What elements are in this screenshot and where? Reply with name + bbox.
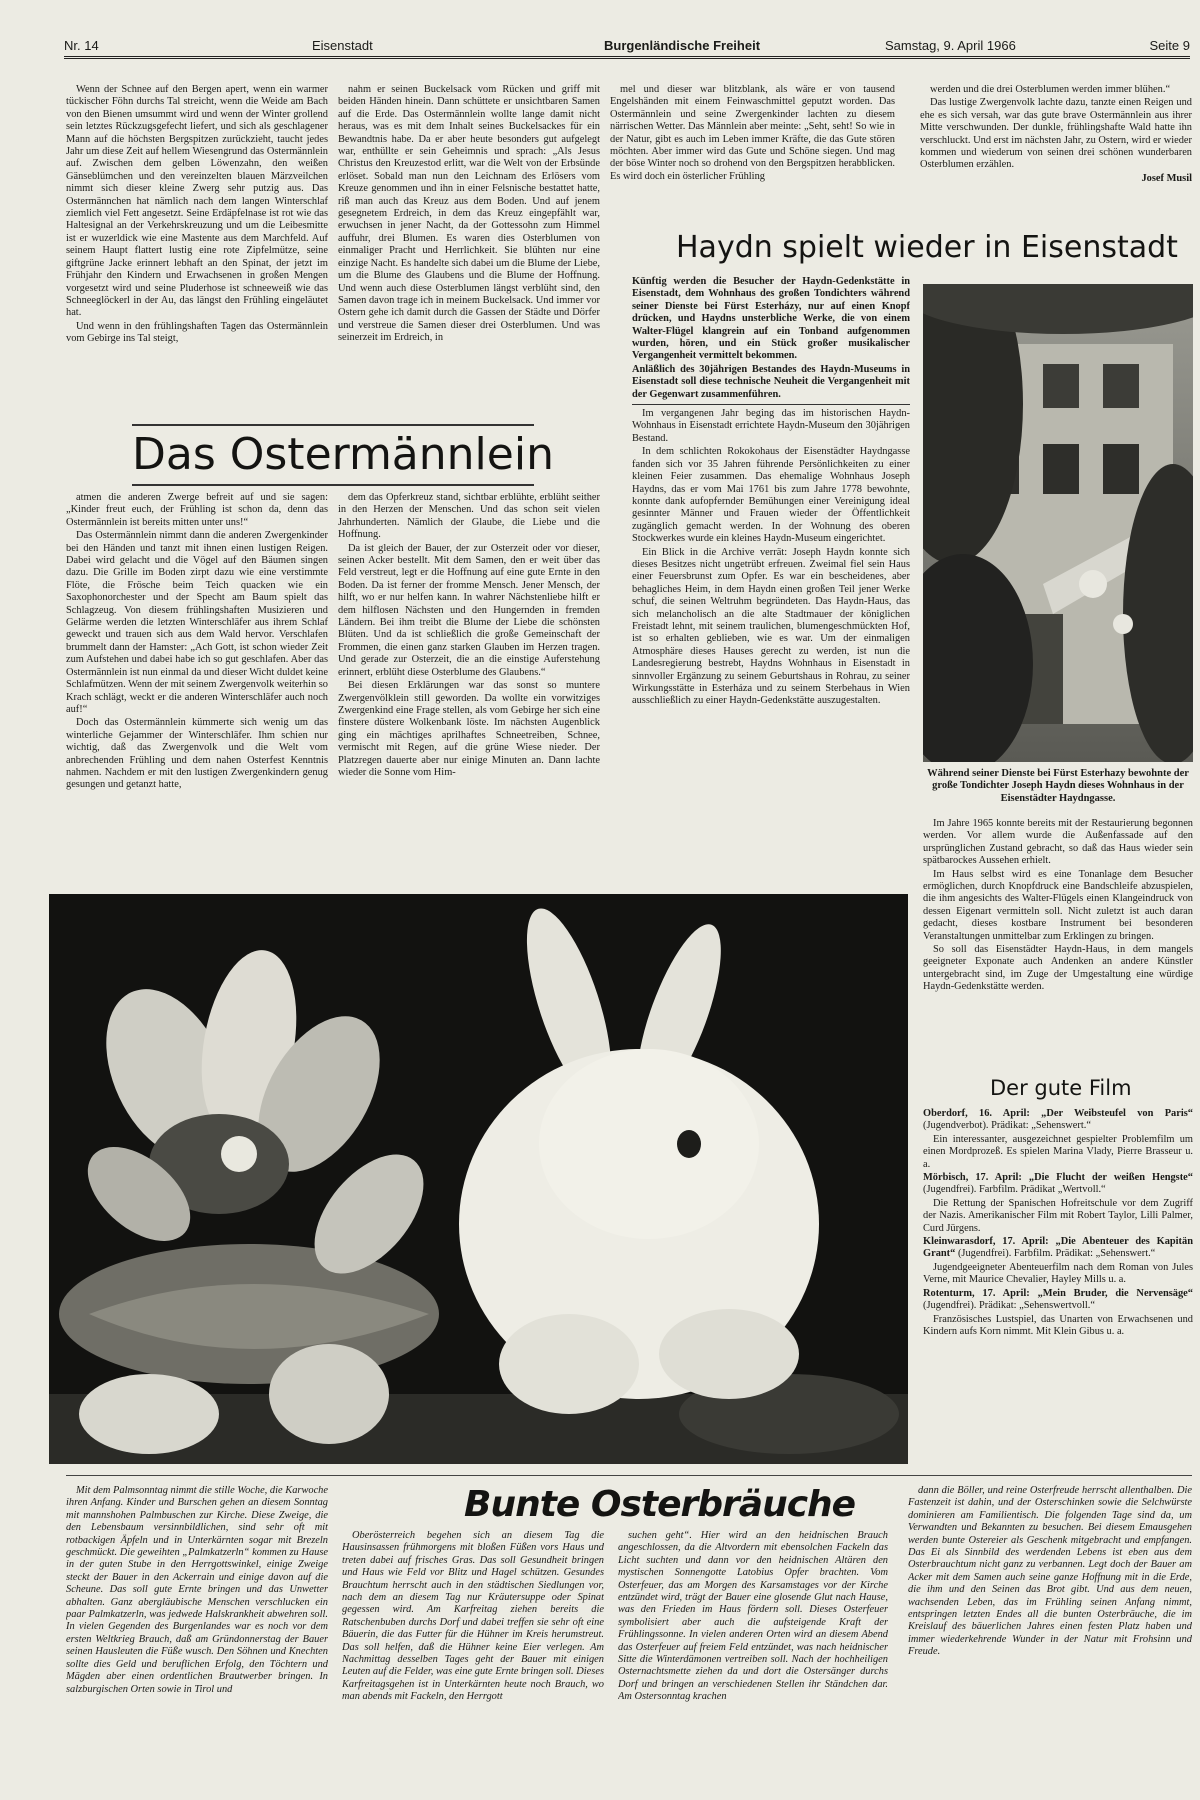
haydn-photo-caption: Während seiner Dienste bei Fürst Esterhazy bewohnte der große Tondichter Joseph Haydn dieses Wohnhaus in der Eisenstädter Haydngasse. (927, 768, 1189, 804)
paragraph: Wenn der Schnee auf den Bergen apert, wenn ein warmer tückischer Föhn durchs Tal streicht, wenn die Weide am Bach von den Bienen umsummt wird und wenn der Winter grollend sein letztes Rückzugsgefecht liefert, und sich als geschlagener Mann auf die höchsten Bergspitzen zurückzieht, taucht jedes Jahr um diese Zeit auf hellem Wiesengrund das Ostermännlein auf. Zwischen dem gelben Löwenzahn, den weißen Gänseblümchen und den vereinzelten blauen Märzveilchen nimmt sich dieser kleine Zwerg sehr putzig aus. Das Ostermännchen hat nämlich nach dem langen Winterschlaf ziemlich viel Fett angesetzt. Seine Erdäpfelnase ist rot wie das Haltesignal an der Verkehrskreuzung und um die Leibesmitte ist er wuzerldick wie eine Mastente aus dem Marchfeld. Auf seinem Haupt flattert lustig eine rote Zipfelmütze, seine giftgrüne Jacke erinnert lebhaft an den Spinat, der jetzt im Frühjahr den Kindern und Erwachsenen in großen Mengen vorgesetzt wird und seine Pluderhose ist schneeweiß wie das Schneeglöckerl in der Au, das längst den Frühling eingeläutet hat. (66, 84, 328, 319)
paragraph: Im vergangenen Jahr beging das im historischen Haydn-Wohnhaus in Eisenstadt errichtete Haydn-Museum den 30jährigen Bestand. (632, 408, 910, 444)
bunte-headline: Bunte Osterbräuche (464, 1484, 856, 1525)
header-rule (64, 56, 1190, 61)
issue-date: Samstag, 9. April 1966 (885, 38, 1016, 53)
paragraph: werden und die drei Osterblumen werden immer blühen.“ (930, 84, 1171, 95)
paragraph: mel und dieser war blitzblank, als wäre er von tausend Engelshänden mit einem Feinwaschmittel geputzt worden. Das Ostermännlein und seine Zwergenkinder lachten zu diesem närrischen Wetter. Das Männlein aber meinte: „Seht, seht! So wie in der Natur, gibt es auch im Leben immer Kräfte, die das Gute stören möchten. Aber immer wird das Gute und Schöne siegen. Und mag der böse Winter noch so drohend von den Bergspitzen herabblicken. Es wird doch ein österlicher Frühling (610, 84, 895, 182)
film-headline: Der gute Film (990, 1076, 1132, 1100)
bunte-col4 (908, 1485, 1192, 1793)
house-courtyard-image (923, 284, 1193, 762)
ostermaennlein-col3 (610, 84, 895, 222)
ostermaennlein-col4 (920, 84, 1192, 224)
film-entry: Kleinwarasdorf, 17. April: „Die Abenteuer des Kapitän Grant“ (Jugendfrei). Farbfilm. Prädikat: „Sehenswert.“ (923, 1236, 1193, 1260)
film-description: Ein interessanter, ausgezeichnet gespielter Problemfilm um einen Mordprozeß. Es spielen Marina Vlady, Pierre Brasseur u. a. (923, 1133, 1193, 1170)
film-description: Die Rettung der Spanischen Hofreitschule vor dem Zugriff der Nazis. Amerikanischer Film mit Robert Taylor, Lilli Palmer, Curd Jürgens. (923, 1197, 1193, 1234)
newspaper-name: Burgenländische Freiheit (604, 38, 761, 53)
lead-divider (632, 404, 910, 405)
film-entry: Mörbisch, 17. April: „Die Flucht der weißen Hengste“ (Jugendfrei). Farbfilm. Prädikat „Wertvoll.“ (923, 1172, 1193, 1196)
paragraph: In dem schlichten Rokokohaus der Eisenstädter Haydngasse fanden sich vor 35 Jahren führende Persönlichkeiten zu einer kleinen Feier zusammen. Das ehemalige Wohnhaus Joseph Haydns, das er vom Mai 1761 bis zum Jahre 1778 bewohnte, konnte dank aufopfernder Bemühungen einer Vereinigung ideal gesinnter Männer und Frauen wieder der Öffentlichkeit zugänglich gemacht werden. In der Wohnung des oberen Stockwerkes wurde ein kleines Haydn-Museum eingerichtet. (632, 446, 910, 545)
haydn-lead2: Anläßlich des 30jährigen Bestandes des Haydn-Museums in Eisenstadt soll diese technische Neuheit die Vergangenheit mit der Gegenwart zusammenführen. (632, 363, 910, 400)
bunte-col2 (342, 1530, 604, 1793)
bunte-col1 (66, 1485, 328, 1793)
paragraph: dem das Opferkreuz stand, sichtbar erblühte, erblüht seither in den Herzen der Menschen. Und das schon seit vielen Jahrhunderten. Nämlich der Glaube, die Liebe und die Hoffnung. (338, 492, 600, 541)
film-entry: Rotenturm, 17. April: „Mein Bruder, die Nervensäge“ (Jugendfrei). Prädikat: „Sehenswertvoll.“ (923, 1287, 1193, 1312)
paragraph: nahm er seinen Buckelsack vom Rücken und griff mit beiden Händen hinein. Dann schüttete er unsichtbaren Samen auf die Erde. Das Ostermännlein wollte lange damit nicht heraus, was es mit dem Inhalt seines Buckelsackes für ein Bewandtnis habe. Da er aber heute besonders gut aufgelegt war, enthüllte er sein Geheimnis und sprach: „Als Jesus Christus den Kreuzestod erlitt, war die Welt von der Erbsünde erlöset. Sobald man nun den Leichnam des Erlösers vom Kreuze genommen und ihn in einer Felsnische bestattet hatte, riß man auch das Kreuz aus dem Boden. Und auf jenem gesegnetem Erdreich, in dem das Kreuz eingepfählt war, erwuchsen in jener Nacht, da der Gottessohn zum Himmel auffuhr, drei Blumen. Es waren dies Osterblumen von einmaliger Pracht und Herrlichkeit. Sie blühten nur eine einzige Nacht. Es handelte sich dabei um die Blume der Liebe, um die Blume des Glaubens und die Blume der Hoffnung. Und wenn auch diese Osterblumen längst verblüht sind, den Samen davon trage ich in meinem Buckelsack. Und immer vor Ostern gehe ich damit durch die Gassen der Städte und Dörfer und verstreue die Samen dieser drei Osterblumen. Und was seinerzeit im Erdreich, in (338, 84, 600, 344)
film-entry: Oberdorf, 16. April: „Der Weibsteufel von Paris“ (Jugendverbot). Prädikat: „Sehenswert.“ (923, 1108, 1193, 1132)
ostermaennlein-headline: Das Ostermännlein (132, 424, 534, 486)
haydn-lead: Künftig werden die Besucher der Haydn-Gedenkstätte in Eisenstadt, dem Wohnhaus des großen Tondichters während seiner Dienste bei Fürst Esterházy, nur auf einen Knopf drücken, und Haydns unsterbliche Werke, die von einem Walter-Flügel klangrein auf ein Tonband aufgenommen wurden, hören, und ein Stück großer musikalischer Vergangenheit vermittelt bekommen. (632, 276, 910, 362)
section-rule (66, 1475, 1192, 1476)
header-city: Eisenstadt (312, 38, 373, 53)
author-signature: Josef Musil (1141, 172, 1192, 184)
paragraph: Im Jahre 1965 konnte bereits mit der Restaurierung begonnen werden. Vor allem wurde die Außenfassade auf den ursprünglichen Zustand gebracht, so daß das Haus wieder sein spätbarockes Aussehen erhielt. (923, 818, 1193, 867)
paragraph: Ein Blick in die Archive verrät: Joseph Haydn konnte sich dieses Besitzes nicht ungetrübt erfreuen. Zweimal fiel sein Haus einer Feuersbrunst zum Opfer. Es war ein bescheidenes, aber behagliches Heim, in dem Haydn einen großen Teil jener Werke schuf, die seinen Weltruhm begründeten. Das Haydn-Haus, das sich melancholisch an die alte Stadtmauer der königlichen Freistadt lehnt, mit seinem traulichen, blumengeschmückten Hof, ist so erhalten geblieben, wie es war. Um der einmaligen Atmosphäre dieses Hauses gerecht zu werden, ist nun die Landesregierung bestrebt, Haydns Wohnhaus in Eisenstadt in sinnvoller Ergänzung zu seinem Geburtshaus in Rohrau, zu seiner Wirkungsstätte in Esterháza und zu seinem Sterbehaus in Wien ausschließlich zu einer Haydn-Gedenkstätte auszugestalten. (632, 546, 910, 707)
haydn-headline: Haydn spielt wieder in Eisenstadt (676, 230, 1178, 265)
film-description: Französisches Lustspiel, das Unarten von Erwachsenen und Kindern aufs Korn nimmt. Mit Klein Gibus u. a. (923, 1313, 1193, 1337)
paragraph: dann die Böller, und reine Osterfreude herrscht allenthalben. Die Fastenzeit ist dahin, und der Osterschinken sowie die Selchwürste dominieren am Familientisch. Die folgenden Tage sind da, um Verwandten und Bekannten zu besuchen. Bei diesem Emausgehen werden bunte Ostereier als Geschenk mitgebracht und empfangen. Das Ei als Sinnbild des werdenden Lebens ist eben aus dem Osterbrauchtum nicht ganz zu verbannen. Legt doch der Bauer am Acker mit dem Samen auch seine ganze Hoffnung mit in die Erde, die ihm und den Seinen das Brot gibt. Und aus dem neuen, wachsenden Leben, das im Frühling seinen Anfang nimmt, entspringen letzten Endes all die bunten Osterbräuche, die im Kreislauf des bäuerlichen Jahres einen festen Platz haben und immer wiederkehrende Wunder in der Natur mit Frohsinn und Freude. (908, 1485, 1192, 1658)
film-description: Jugendgeeigneter Abenteuerfilm nach dem Roman von Jules Verne, mit Maurice Chevalier, Hayley Mills u. a. (923, 1261, 1193, 1286)
paragraph: atmen die anderen Zwerge befreit auf und sie sagen: „Kinder freut euch, der Frühling ist schon da, denn das Ostermännlein ist bereits mitten unter uns!“ (66, 492, 328, 528)
easter-rabbit-photo (49, 894, 908, 1464)
haydn-col1 (632, 276, 910, 868)
paragraph: suchen geht“. Hier wird an den heidnischen Brauch angeschlossen, da die Altvordern mit ebensolchen Fackeln das Licht suchten und dann vor den heidnischen Altären den mystischen Sonnengotte Latobius Opfer brachten. Vom Osterfeuer, das am Morgen des Karsamstages vor der Kirche entzündet wird, trägt der Bauer eine glosende Glut nach Hause, was den Frieden im Haus fördern soll. Dieses Osterfeuer symbolisiert aber auch die aufsteigende Kraft der Frühlingssonne. In vielen anderen Orten wird an diesem Abend das Osterfeuer auf freiem Feld entzündet, was nach heidnischer Sitte die Winterdämonen vertreiben soll. Nach der hochheiligen Osternachtsmette ziehen da und dort die Ostersänger durchs Dorf und bringen an verschiedenen Stellen ihr Ständchen dar. Am Ostersonntag krachen (618, 1530, 888, 1703)
page-number: Seite 9 (1149, 38, 1190, 53)
paragraph: Da ist gleich der Bauer, der zur Osterzeit oder vor dieser, seinen Acker bestellt. Mit dem Samen, den er weit über das Feld verstreut, legt er die Hoffnung auf eine gute Ernte in den Boden. Da ist ferner der fromme Mensch. Jener Mensch, der hilft, wo er nur helfen kann. In wahrer Nächstenliebe hilft er dem hilflosen Nächsten und den Hungernden in fremden Ländern. Bei ihm treibt die Blume der Liebe die schönsten Blüten. Und da ist schließlich die große Gemeinschaft der Frommen, die einen ganz starken Glauben im Herzen tragen. Und gerade zur Osterzeit, die an die einstige Auferstehung erinnert, erblüht diese Osterblume des Glaubens.“ (338, 542, 600, 678)
paragraph: So soll das Eisenstädter Haydn-Haus, in dem mangels geeigneter Exponate auch Andenken an andere Künstler untergebracht sind, im Zuge der Umgestaltung eine würdige Haydn-Gedenkstätte werden. (923, 944, 1193, 993)
paragraph: Das Ostermännlein nimmt dann die anderen Zwergenkinder bei den Händen und tanzt mit ihnen einen lustigen Reigen. Dabei wird gelacht und die Vögel auf den Bäumen singen dazu. Die Grille im Boden zirpt dazu wie eine verstimmte Flöte, die Frösche beim Teich quacken wie ein Saxophonorchester und der Specht am Baum spielt das Schlagzeug. Von diesem frühlingshaften Musizieren und Gelärme werden die letzten Winterschläfer aus ihrem Schlaf geweckt und trauen sich aus dem Wald hervor. Verschlafen brummelt dann der Hamster: „Ach Gott, ist schon wieder Zeit zum Aufstehen und dabei habe ich so gut geschlafen. Aber das Ostermännlein ist nun einmal da und dieser Wicht duldet keine Schlafmützen. Wenn der mit seinem Zwergenvolk weiterhin so Krach schlägt, weckt er die anderen Winterschläfer auch noch auf!“ (66, 530, 328, 715)
paragraph: Oberösterreich begehen sich an diesem Tag die Hausinsassen frühmorgens mit bloßen Füßen vors Haus und treten dabei auf frisches Gras. Das soll Gesundheit bringen und Haus wie Feld vor Blitz und Hagel schützen. Gesundes Brauchtum herrscht auch in den städtischen Siedlungen vor, nach dem an diesem Tag nur Kräutersuppe oder Spinat gegessen wird. Am Karfreitag ziehen bereits die Ratschenbuben durchs Dorf und dabei treffen sie sehr oft eine Bäuerin, die das Futter für die Hühner im Kreis herumstreut. Das soll helfen, daß die Hühner keine Eier verlegen. Am Nachmittag desselben Tages geht der Bauer mit einigen Leuten auf die Felder, was eine gute Ernte bringen soll. Dieses Karfreitagsgehen ist in Unterkärnten heute noch Brauch, wo man abends mit Fackeln, den Herrgott (342, 1530, 604, 1703)
paragraph: Mit dem Palmsonntag nimmt die stille Woche, die Karwoche ihren Anfang. Kinder und Burschen gehen an diesem Sonntag mit mannshohen Palmbuschen zur Kirche. Diese Zweige, die den Lebensbaum versinnbildlichen, sind sehr oft mit rotbackigen Äpfeln und in Unterkärnten sogar mit Brezeln geschmückt. Die geweihten „Palmkatzerln“ kommen zu Hause in der guten Stube in den Herrgottswinkel, einige Zweige steckt der Bauer in den Ackerrain und einige davon auf die Scheune. Das soll gute Ernte bringen und das Unwetter abhalten. Ganz abergläubische Menschen verschlucken ein paar Palmkatzerln, was jedwede Halskrankheit abwehren soll. In vielen Gegenden des Burgenlandes war es noch vor dem ersten Weltkrieg Brauch, daß am Gründonnerstag der Bauer seinen Hausleuten die Füße wusch. Den Söhnen und Knechten sollte dies Geld und beruflichen Erfolg, den Töchtern und Mägden aber einen ordentlichen Brautwerber bringen. In salzburgischen Orten sowie in Tirol und (66, 1485, 328, 1695)
paragraph: Doch das Ostermännlein kümmerte sich wenig um das winterliche Gejammer der Winterschläfer. Ihm schien nur wichtig, daß das Zwergenvolk und die Welt vom anbrechenden Frühling und dem nahen Osterfest Kenntnis nahmen. Nachdem er mit den lustigen Zwergenkindern genug gesungen und getanzt hatte, (66, 717, 328, 791)
bunte-col3 (618, 1530, 888, 1793)
haydn-house-photo (923, 284, 1193, 762)
issue-number: Nr. 14 (64, 38, 99, 53)
paragraph: Im Haus selbst wird es eine Tonanlage dem Besucher ermöglichen, durch Knopfdruck eine Bandschleife abzuspielen, die ihm angesichts des Walter-Flügels einen Klangeindruck von dessen Eigenart vermitteln soll. Nicht zuletzt ist auch daran gedacht, dieses kostbare Instrument bei besonderen Veranstaltungen unmittelbar zum Erklingen zu bringen. (923, 868, 1193, 942)
page-header (64, 34, 1190, 54)
ostermaennlein-col1 (66, 84, 328, 418)
ostermaennlein-col5 (66, 492, 328, 867)
ostermaennlein-col2 (338, 84, 600, 418)
ostermaennlein-col6 (338, 492, 600, 867)
paragraph: Bei diesen Erklärungen war das sonst so muntere Zwergenvölklein still geworden. Da wollte ein vorwitziges Zwergenkind eine Frage stellen, als vom Gebirge her sich eine finstere düstere Wolkenbank löste. Im nächsten Augenblick ging ein mächtiges aprilhaftes Schneetreiben, Schnee, vermischt mit Regen, auf die grüne Wiese nieder. Der Platzregen dauerte aber nur einige Minuten an. Dann lachte wieder die Sonne vom Him- (338, 680, 600, 778)
haydn-col2 (923, 818, 1193, 1076)
paragraph: Das lustige Zwergenvolk lachte dazu, tanzte einen Reigen und ehe es sich versah, war das gute brave Ostermännlein aus ihrer Mitte verschwunden. Der dunkle, frühlingshafte Wald hatte ihn verschluckt. Und erst im nächsten Jahr, zu Ostern, wird er wieder kommen und wiederum von seinen drei schönen wunderbaren Osterblumen erzählen. (920, 97, 1192, 171)
rabbit-flowers-image (49, 894, 908, 1464)
paragraph: Und wenn in den frühlingshaften Tagen das Ostermännlein vom Gebirge ins Tal steigt, (66, 320, 328, 345)
film-listing (923, 1108, 1193, 1452)
